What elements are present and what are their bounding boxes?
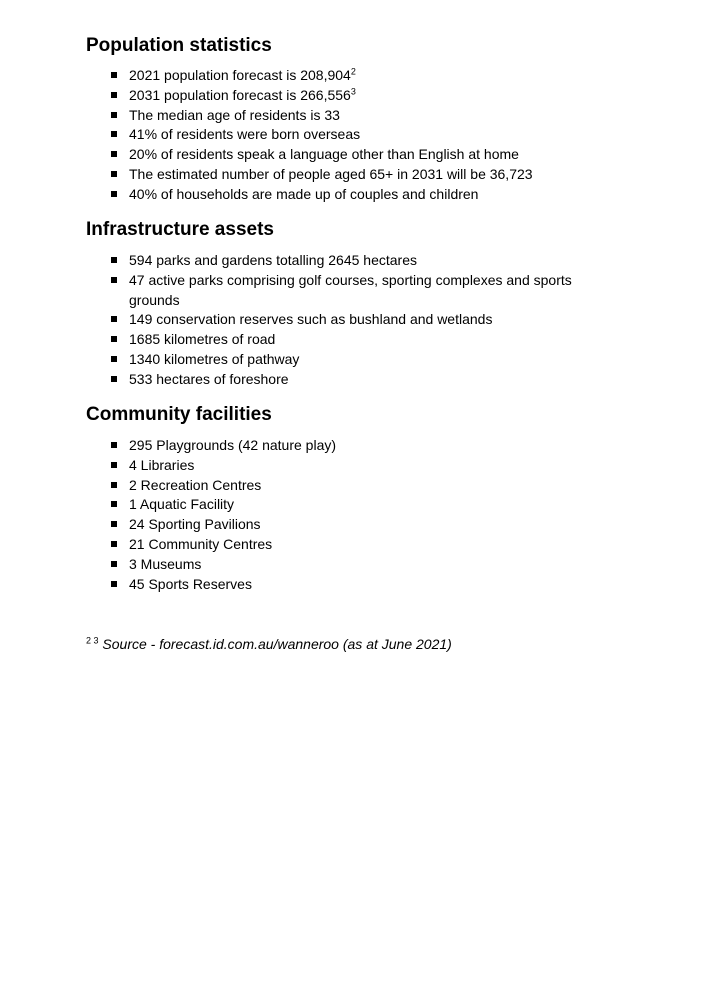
list-item-text: 2031 population forecast is 266,556 bbox=[129, 86, 351, 103]
list-item-text: 40% of households are made up of couples and children bbox=[129, 185, 479, 202]
list-item-text: 41% of residents were born overseas bbox=[129, 126, 361, 143]
footnote-text: Source - forecast.id.com.au/wanneroo (as at June 2021) bbox=[102, 636, 452, 652]
square-bullet-icon bbox=[111, 561, 117, 567]
list-item-text: 45 Sports Reserves bbox=[129, 575, 252, 592]
list-item bbox=[86, 145, 626, 165]
list-item-text: 2021 population forecast is 208,904 bbox=[129, 67, 351, 83]
list-item bbox=[86, 495, 626, 515]
list-item-text: The median age of residents is 33 bbox=[129, 106, 340, 123]
community-facilities-section bbox=[86, 404, 626, 594]
list-item-text: 2 Recreation Centres bbox=[129, 476, 262, 493]
square-bullet-icon bbox=[111, 442, 117, 448]
list-item bbox=[86, 350, 626, 370]
square-bullet-icon bbox=[111, 277, 117, 283]
list-item bbox=[86, 251, 626, 271]
square-bullet-icon bbox=[111, 541, 117, 547]
list-item bbox=[86, 370, 626, 390]
square-bullet-icon bbox=[111, 521, 117, 527]
square-bullet-icon bbox=[111, 92, 117, 98]
square-bullet-icon bbox=[111, 501, 117, 507]
list-item-text: 533 hectares of foreshore bbox=[129, 370, 289, 387]
square-bullet-icon bbox=[111, 131, 117, 137]
list-item-text: 4 Libraries bbox=[129, 456, 195, 473]
footnote-marks: 2 3 bbox=[86, 635, 99, 646]
list-item bbox=[86, 271, 626, 311]
list-item-text: 21 Community Centres bbox=[129, 535, 273, 552]
population-statistics-section bbox=[86, 35, 626, 205]
list-item bbox=[86, 515, 626, 535]
square-bullet-icon bbox=[111, 376, 117, 382]
list-item-text: 295 Playgrounds (42 nature play) bbox=[129, 437, 337, 453]
list-item bbox=[86, 330, 626, 350]
list-item bbox=[86, 185, 626, 205]
list-item-text: The estimated number of people aged 65+ in 2031 will be 36,723 bbox=[129, 165, 533, 182]
infrastructure-assets-heading: Infrastructure assets bbox=[86, 219, 274, 240]
list-item bbox=[86, 436, 626, 456]
list-item-text: 3 Museums bbox=[129, 555, 202, 572]
list-item bbox=[86, 476, 626, 496]
list-item bbox=[86, 165, 626, 185]
population-statistics-list bbox=[86, 66, 626, 205]
list-item bbox=[86, 125, 626, 145]
list-item-text: 149 conservation reserves such as bushland and wetlands bbox=[129, 311, 493, 328]
list-item-text: 594 parks and gardens totalling 2645 hectares bbox=[129, 252, 417, 268]
list-item-text: 1340 kilometres of pathway bbox=[129, 350, 300, 367]
square-bullet-icon bbox=[111, 356, 117, 362]
footnote-reference: 2 bbox=[350, 66, 356, 77]
list-item bbox=[86, 66, 626, 86]
infrastructure-assets-section bbox=[86, 219, 626, 390]
list-item bbox=[86, 106, 626, 126]
community-facilities-list bbox=[86, 436, 626, 594]
square-bullet-icon bbox=[111, 257, 117, 263]
square-bullet-icon bbox=[111, 316, 117, 322]
square-bullet-icon bbox=[111, 171, 117, 177]
list-item bbox=[86, 555, 626, 575]
list-item bbox=[86, 86, 626, 106]
square-bullet-icon bbox=[111, 336, 117, 342]
infrastructure-assets-list bbox=[86, 251, 626, 390]
list-item-text: 20% of residents speak a language other than English at home bbox=[129, 146, 519, 163]
list-item bbox=[86, 535, 626, 555]
square-bullet-icon bbox=[111, 482, 117, 488]
list-item-text: 1685 kilometres of road bbox=[129, 331, 276, 348]
footnote-reference: 3 bbox=[350, 86, 356, 97]
square-bullet-icon bbox=[111, 151, 117, 157]
list-item bbox=[86, 310, 626, 330]
list-item-text: 24 Sporting Pavilions bbox=[129, 516, 261, 533]
square-bullet-icon bbox=[111, 462, 117, 468]
square-bullet-icon bbox=[111, 581, 117, 587]
source-footnote bbox=[86, 635, 452, 653]
list-item bbox=[86, 575, 626, 595]
list-item-text: 1 Aquatic Facility bbox=[129, 496, 235, 513]
population-statistics-heading: Population statistics bbox=[86, 35, 272, 56]
community-facilities-heading: Community facilities bbox=[86, 404, 272, 425]
square-bullet-icon bbox=[111, 112, 117, 118]
list-item-text: 47 active parks comprising golf courses, sporting complexes and sports grounds bbox=[129, 271, 572, 308]
square-bullet-icon bbox=[111, 191, 117, 197]
square-bullet-icon bbox=[111, 72, 117, 78]
list-item bbox=[86, 456, 626, 476]
